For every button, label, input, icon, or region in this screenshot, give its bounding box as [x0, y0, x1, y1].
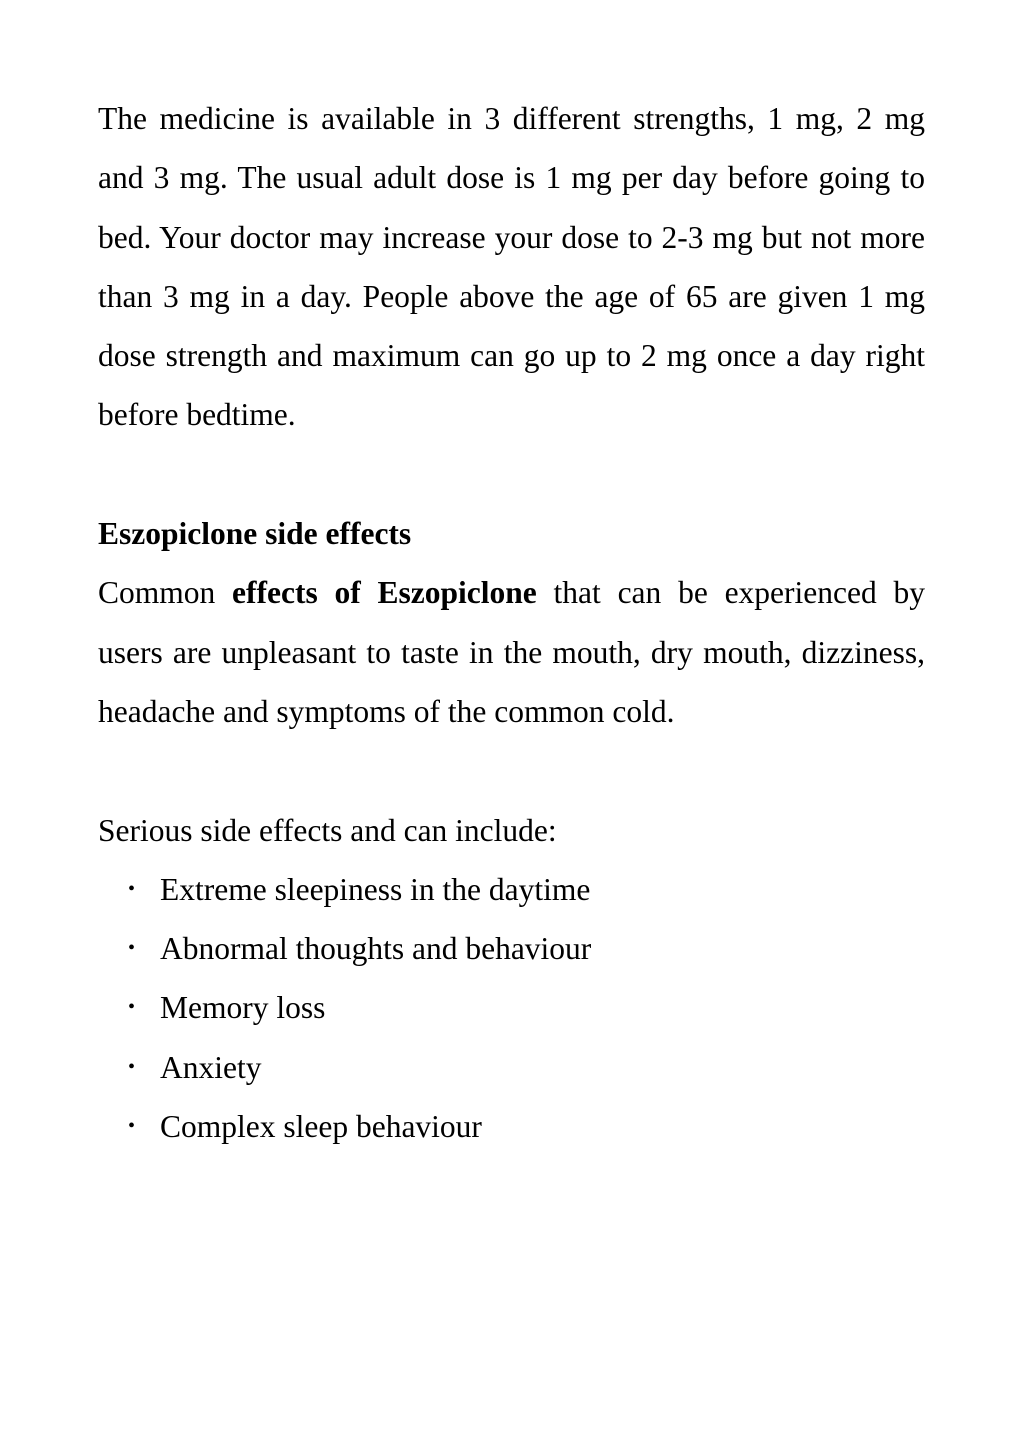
spacer — [98, 445, 925, 504]
common-effects-paragraph — [98, 563, 925, 741]
list-item-text: Abnormal thoughts and behaviour — [160, 931, 592, 967]
list-item-text: Complex sleep behaviour — [160, 1109, 482, 1145]
list-item-text: Memory loss — [160, 990, 326, 1026]
list-item — [98, 978, 925, 1037]
bullet-icon: • — [128, 1115, 136, 1138]
serious-effects-intro: Serious side effects and can include: — [98, 812, 557, 848]
list-item — [98, 919, 925, 978]
list-item — [98, 1038, 925, 1097]
common-effects-rest-text: that can be experienced by users are unpleasant to taste in the mouth, dry mouth, dizziness, headache and symptoms of the common cold. — [98, 575, 926, 729]
spacer — [98, 741, 925, 800]
dosage-paragraph: The medicine is available in 3 different strengths, 1 mg, 2 mg and 3 mg. The usual adult dose is 1 mg per day before going to bed. Your doctor may increase your dose to 2-3 mg but not more than 3 mg in a day. People above the age of 65 are given 1 mg dose strength and maximum can go up to 2 mg once a day right before bedtime. — [98, 101, 925, 433]
common-effects-bold-text: effects of Eszopiclone — [232, 575, 537, 611]
list-item-text: Anxiety — [160, 1049, 262, 1085]
bullet-icon: • — [128, 996, 136, 1019]
list-item — [98, 860, 925, 919]
serious-effects-list — [98, 860, 925, 1156]
bullet-icon: • — [128, 877, 136, 900]
document-page — [98, 89, 925, 1156]
side-effects-heading: Eszopiclone side effects — [98, 516, 412, 552]
list-item — [98, 1097, 925, 1156]
common-intro-text: Common — [98, 575, 233, 611]
list-item-text: Extreme sleepiness in the daytime — [160, 871, 591, 907]
bullet-icon: • — [128, 937, 136, 960]
bullet-icon: • — [128, 1055, 136, 1078]
